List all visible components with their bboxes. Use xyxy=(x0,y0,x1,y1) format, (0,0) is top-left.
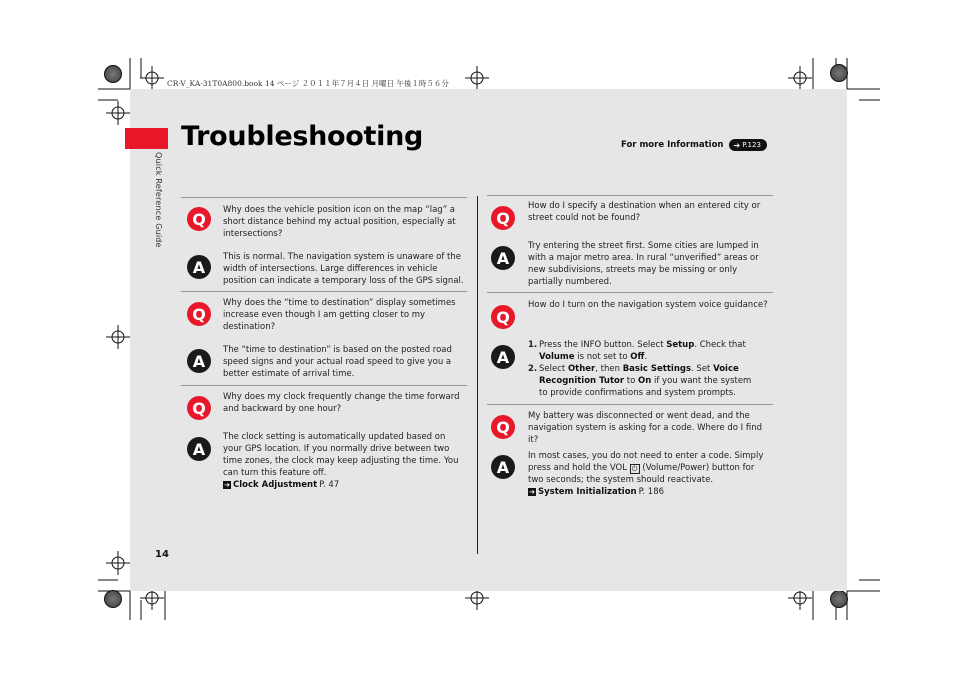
registration-disc xyxy=(104,590,122,608)
column-divider xyxy=(477,196,478,554)
xref-title: System Initialization xyxy=(538,487,637,497)
question-badge: Q xyxy=(491,415,515,439)
answer-badge: A xyxy=(491,455,515,479)
file-header: CR-V_KA-31T0A800.book 14 ページ ２０１１年７月４日 月曜日 午後１時５６分 xyxy=(167,79,449,88)
question-text: How do I turn on the navigation system voice guidance? xyxy=(528,300,768,310)
step-number: 1. xyxy=(528,340,538,350)
qa-item xyxy=(181,291,467,386)
registration-disc xyxy=(830,590,848,608)
question-text: Why does the vehicle position icon on the map “lag” a short distance behind my actual position, especially at intersections? xyxy=(223,205,456,239)
step-item xyxy=(528,363,760,399)
answer-text: Try entering the street first. Some cities are lumped in with a major metro area. In rural “unverified” areas or new subdivisions, streets may be missing or only partially numbered. xyxy=(528,241,759,287)
arrow-right-icon: ➔ xyxy=(529,488,535,496)
answer-badge: A xyxy=(491,345,515,369)
answer-text xyxy=(223,431,463,491)
registration-disc xyxy=(830,64,848,82)
arrow-right-icon: ➔ xyxy=(733,140,741,150)
more-information-label: For more Information xyxy=(621,140,724,150)
answer-text: This is normal. The navigation system is unaware of the width of intersections. Large differences in vehicle position can indicate a temporary loss of the GPS signal. xyxy=(223,252,464,286)
qa-item xyxy=(487,292,773,405)
answer-text: The “time to destination” is based on the posted road speed signs and your actual road speed to give you a better estimate of arrival time. xyxy=(223,345,452,379)
arrow-right-icon: ➔ xyxy=(224,481,230,489)
answer-steps xyxy=(528,339,760,399)
cross-reference-clock-adjustment[interactable] xyxy=(223,479,463,491)
side-section-label: Quick Reference Guide xyxy=(154,152,163,248)
question-badge: Q xyxy=(187,302,211,326)
registration-disc xyxy=(104,65,122,83)
step-text: Press the INFO button. Select Setup. Check that Volume is not set to Off. xyxy=(539,340,746,362)
xref-page: P. 186 xyxy=(638,487,665,497)
question-badge: Q xyxy=(491,206,515,230)
power-icon: ⏻ xyxy=(630,464,640,474)
more-information-link[interactable] xyxy=(621,139,767,151)
answer-badge: A xyxy=(187,255,211,279)
page-reference-badge[interactable] xyxy=(729,139,766,151)
section-tab xyxy=(125,128,168,149)
step-number: 2. xyxy=(528,364,538,374)
question-badge: Q xyxy=(491,305,515,329)
question-text: Why does my clock frequently change the time forward and backward by one hour? xyxy=(223,392,460,414)
page-reference: P.123 xyxy=(742,141,761,149)
answer-badge: A xyxy=(187,349,211,373)
question-badge: Q xyxy=(187,207,211,231)
xref-title: Clock Adjustment xyxy=(233,480,318,490)
qa-item xyxy=(181,197,467,292)
step-text: Select Other, then Basic Settings. Set Voice Recognition Tutor to On if you want the system to provide confirmations and system prompts. xyxy=(539,364,752,398)
page-number: 14 xyxy=(155,549,169,560)
answer-body: The clock setting is automatically updated based on your GPS location. If you normally drive between two time zones, the clock may keep adjusting the time. You can turn this feature off. xyxy=(223,432,459,478)
cross-reference-system-initialization[interactable] xyxy=(528,486,772,498)
answer-badge: A xyxy=(491,246,515,270)
answer-badge: A xyxy=(187,437,211,461)
page-title: Troubleshooting xyxy=(181,121,424,152)
qa-item xyxy=(487,404,773,504)
xref-page: P. 47 xyxy=(319,480,340,490)
step-item xyxy=(528,339,760,363)
answer-text xyxy=(528,450,772,498)
question-badge: Q xyxy=(187,396,211,420)
question-text: How do I specify a destination when an entered city or street could not be found? xyxy=(528,201,761,223)
question-text: My battery was disconnected or went dead, and the navigation system is asking for a code. Where do I find it? xyxy=(528,411,763,445)
qa-item xyxy=(181,385,467,495)
question-text: Why does the “time to destination” display sometimes increase even though I am getting closer to my destination? xyxy=(223,298,456,332)
answer-body: In most cases, you do not need to enter a code. Simply press and hold the VOL ⏻ (Volume/Power) button for two seconds; the system should reactivate. xyxy=(528,451,764,485)
qa-item xyxy=(487,195,773,293)
